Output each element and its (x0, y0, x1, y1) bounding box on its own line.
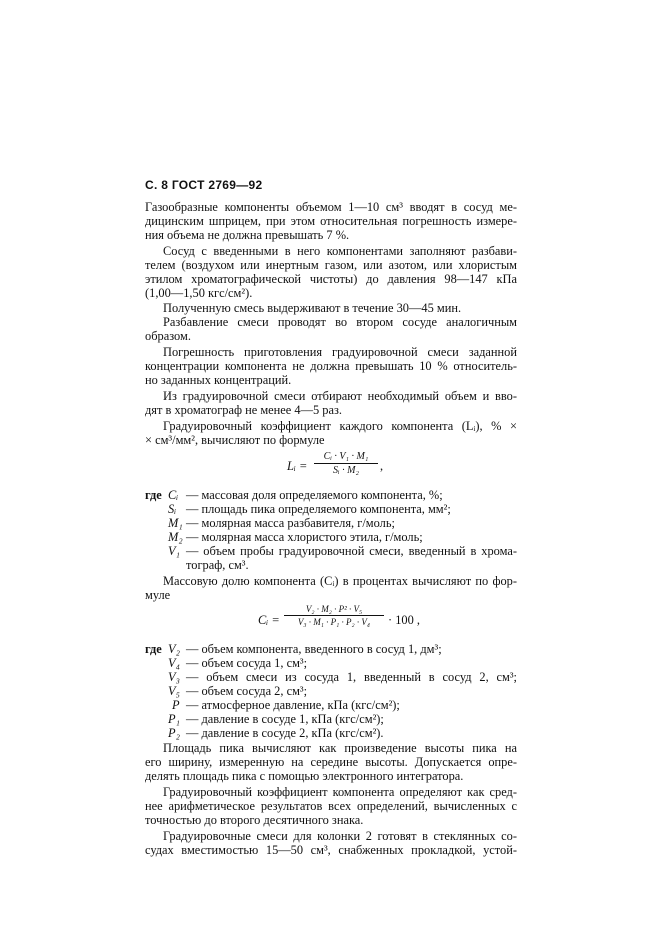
definition: — давление в сосуде 1, кПа (кгс/см²); (186, 712, 384, 726)
definition: — объем сосуда 1, см³; (186, 656, 308, 670)
formula-1-fraction (314, 451, 378, 476)
definition: — объем сосуда 2, см³; (186, 684, 308, 698)
formula-1-tail: , (380, 459, 384, 473)
text-line: точностью до второго десятичного знака. (145, 813, 364, 827)
text-line: дят в хроматограф не менее 4—5 раз. (145, 403, 342, 417)
text-line: образом. (145, 329, 191, 343)
text-line: Сосуд с введенными в него компонентами заполняют разбави- (163, 244, 517, 258)
symbol: M₂ (168, 530, 183, 544)
symbol: V₂ (168, 642, 180, 656)
fraction-bar (314, 463, 378, 464)
text-line: концентрации компонента не должна превышать 10 % относитель- (145, 359, 517, 373)
text-line: Газообразные компоненты объемом 1—10 см³ вводят в сосуд ме- (145, 200, 517, 214)
symbol: P₂ (168, 726, 180, 740)
text-line: ния объема не должна превышать 7 %. (145, 228, 350, 242)
formula-2-lhs: Cᵢ = (258, 613, 280, 627)
definition: — массовая доля определяемого компонента, %; (186, 488, 443, 502)
text-line: Градуировочный коэффициент каждого компонента (Lᵢ), % × (163, 419, 517, 433)
page-header: С. 8 ГОСТ 2769—92 (145, 178, 263, 192)
text-line: Массовую долю компонента (Cᵢ) в процентах вычисляют по фор- (163, 574, 517, 588)
definition: — объем смеси из сосуда 1, введенный в сосуд 2, см³; (186, 670, 517, 684)
definition: — объем компонента, введенного в сосуд 1, дм³; (186, 642, 442, 656)
symbol: P₁ (168, 712, 180, 726)
definition: — молярная масса хлористого этила, г/моль; (186, 530, 423, 544)
definition: — площадь пика определяемого компонента, мм²; (186, 502, 451, 516)
formula-2-denominator: V₃ · M₁ · P₁ · P₂ · V₄ (297, 617, 371, 627)
fraction-bar (284, 615, 384, 616)
where-word: где (145, 642, 162, 656)
symbol: Sᵢ (168, 502, 177, 516)
text-line: но заданных концентраций. (145, 373, 292, 387)
text-line: Площадь пика вычисляют как произведение высоты пика на (163, 741, 517, 755)
symbol: V₄ (168, 656, 180, 670)
formula-1-numerator: Cᵢ · V₁ · M₁ (323, 451, 369, 462)
definition: — объем пробы градуировочной смеси, введенный в хрома- (186, 544, 517, 558)
symbol: P (172, 698, 180, 712)
symbol: M₁ (168, 516, 183, 530)
text-line: нее арифметическое результатов всех определений, вычисленных с (145, 799, 517, 813)
text-line: Погрешность приготовления градуировочной смеси заданной (163, 345, 517, 359)
text-line: его ширину, измеренную на середине высоты. Допускается опре- (145, 755, 517, 769)
text-line: делять площадь пика с помощью электронного интегратора. (145, 769, 464, 783)
definition: — давление в сосуде 2, кПа (кгс/см²). (186, 726, 384, 740)
text-line: Из градуировочной смеси отбирают необходимый объем и вво- (163, 389, 517, 403)
formula-2-tail: · 100 , (388, 613, 421, 627)
text-line: (1,00—1,50 кгс/см²). (145, 286, 253, 300)
definition: — молярная масса разбавителя, г/моль; (186, 516, 395, 530)
definition: — атмосферное давление, кПа (кгс/см²); (186, 698, 400, 712)
where-word: где (145, 488, 162, 502)
text-line: Разбавление смеси проводят во втором сосуде аналогичным (163, 315, 517, 329)
text-line: Градуировочные смеси для колонки 2 готовят в стеклянных со- (163, 829, 517, 843)
formula-2-fraction (284, 604, 384, 627)
symbol: V₃ (168, 670, 180, 684)
text-line: телем (воздухом или инертным газом, или азотом, или хлористым (145, 258, 517, 272)
text-line: Полученную смесь выдерживают в течение 30—45 мин. (163, 301, 462, 315)
formula-1-denominator: Sᵢ · M₂ (333, 465, 359, 476)
text-line: Градуировочный коэффициент компонента определяют как сред- (163, 785, 517, 799)
text-line: муле (145, 588, 171, 602)
text-line: этилом хроматографической чистоты) до давления 98—147 кПа (145, 272, 517, 286)
text-line: дицинским шприцем, при этом относительная погрешность измере- (145, 214, 517, 228)
text-line: × см³/мм², вычисляют по формуле (145, 433, 325, 447)
text-line: судах вместимостью 15—50 см³, снабженных прокладкой, устой- (145, 843, 517, 857)
symbol: Cᵢ (168, 488, 179, 502)
formula-1-lhs: Lᵢ = (287, 459, 308, 473)
symbol: V₁ (168, 544, 180, 558)
definition-continued: тограф, см³. (186, 558, 249, 572)
symbol: V₅ (168, 684, 180, 698)
formula-2-numerator: V₂ · M₂ · P² · V₅ (305, 604, 363, 614)
